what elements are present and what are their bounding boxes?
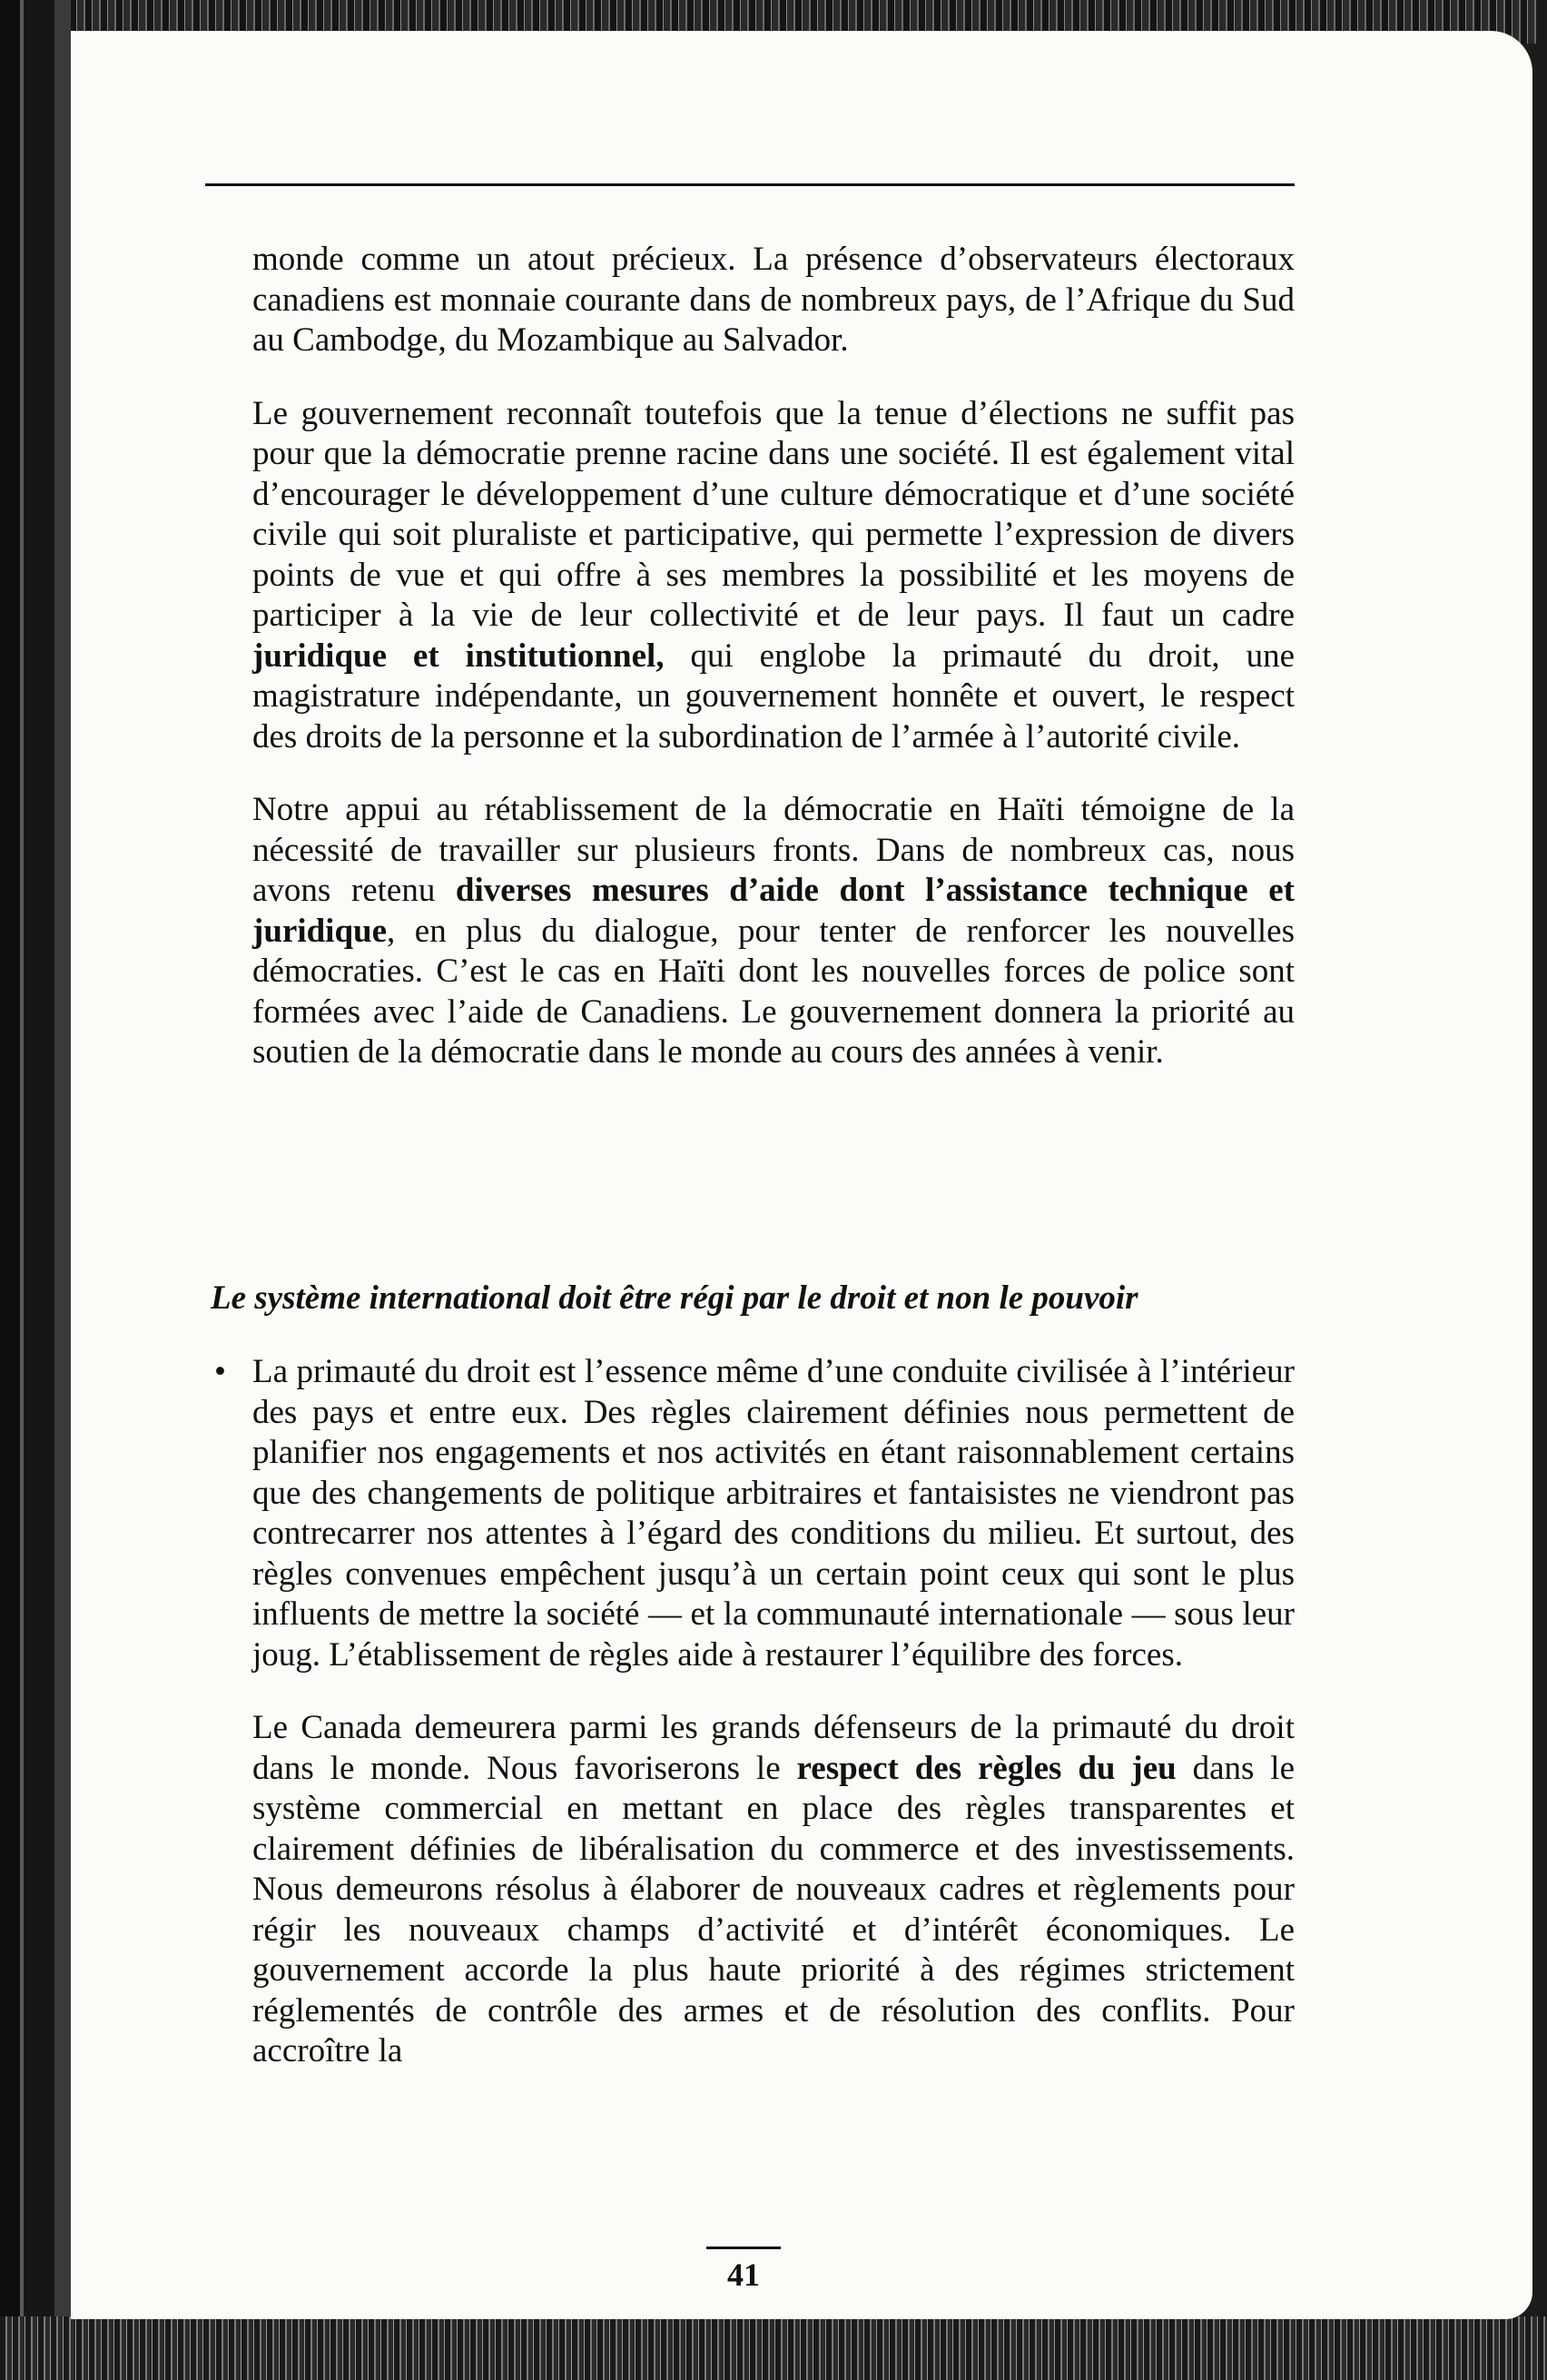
- bullet-section: [214, 1352, 1295, 2105]
- section-heading: Le système international doit être régi par le droit et non le pouvoir: [211, 1279, 1138, 1317]
- text-run: monde comme un atout précieux. La présence d’observateurs électoraux canadiens est monnaie courante dans de nombreux pays, de l’Afrique du Sud au Cambodge, du Mozambique au Salvador.: [252, 241, 1295, 359]
- text-run: La primauté du droit est l’essence même d’une conduite civilisée à l’intérieur des pays et entre eux. Des règles clairement définies nous permettent de planifier nos engagements et nos activités en étant raisonnablement certains que des changements de politique arbitraires et fantaisistes ne viendront pas contrecarrer nos attentes à l’égard des conditions du milieu. Et surtout, des règles convenues empêchent jusqu’à un certain point ceux qui sont le plus influents de mettre la société — et la communauté internationale — sous leur joug. L’établissement de règles aide à restaurer l’équilibre des forces.: [252, 1353, 1295, 1674]
- paragraph-primaute-du-droit: [252, 1352, 1295, 1675]
- text-run: , en plus du dialogue, pour tenter de renforcer les nouvelles démocraties. C’est le cas en Haïti dont les nouvelles forces de police sont formées avec l’aide de Canadiens. Le gouvernement donnera la priorité au soutien de la démocratie dans le monde au cours des années à venir.: [252, 912, 1295, 1071]
- bullet-icon: •: [214, 1353, 226, 1390]
- paragraph-culture-democratique: [252, 394, 1295, 758]
- text-run: dans le système commercial en mettant en place des règles transparentes et clairement définies de libéralisation du commerce et des investissements. Nous demeurons résolus à élaborer de nouveaux cadres et règlements pour régir les nouveaux champs d’activité et d’intérêt économiques. Le gouvernement accorde la plus haute priorité à des régimes strictement réglementés de contrôle des armes et de résolution des conflits. Pour accroître la: [252, 1749, 1295, 2069]
- header-rule: [205, 183, 1295, 186]
- paragraph-haiti: [252, 790, 1295, 1073]
- text-run: Le Canada demeurera parmi les grands défenseurs de la primauté du droit dans le monde. Nous favoriserons le: [252, 1709, 1295, 1787]
- emphasis-text: diverses mesures d’aide dont l’assistance technique et juridique: [252, 872, 1295, 950]
- emphasis-text: juridique et institutionnel,: [252, 637, 665, 675]
- body-text: [252, 240, 1295, 1106]
- text-run: Le gouvernement reconnaît toutefois que la tenue d’élections ne suffit pas pour que la démocratie prenne racine dans une société. Il est également vital d’encourager le développement d’une culture démocratique et d’une société civile qui soit pluraliste et participative, qui permette l’expression de divers points de vue et qui offre à ses membres la possibilité et les moyens de participer à la vie de leur collectivité et de leur pays. Il faut un cadre: [252, 394, 1295, 634]
- text-run: qui englobe la primauté du droit, une magistrature indépendante, un gouvernement honnête et ouvert, le respect des droits de la personne et la subordination de l’armée à l’autorité civile.: [252, 637, 1295, 755]
- text-run: Notre appui au rétablissement de la démocratie en Haïti témoigne de la nécessité de travailler sur plusieurs fronts. Dans de nombreux cas, nous avons retenu: [252, 791, 1295, 909]
- paragraph-observateurs: [252, 240, 1295, 361]
- emphasis-text: respect des règles du jeu: [796, 1749, 1177, 1787]
- scan-edge-left: [0, 0, 71, 2380]
- document-page: [71, 31, 1532, 2319]
- page-number: 41: [727, 2257, 760, 2293]
- scan-edge-right: [1536, 0, 1547, 2380]
- page-number-rule: [706, 2247, 781, 2249]
- paragraph-regles-du-jeu: [252, 1708, 1295, 2072]
- scan-edge-bottom: [0, 2316, 1547, 2380]
